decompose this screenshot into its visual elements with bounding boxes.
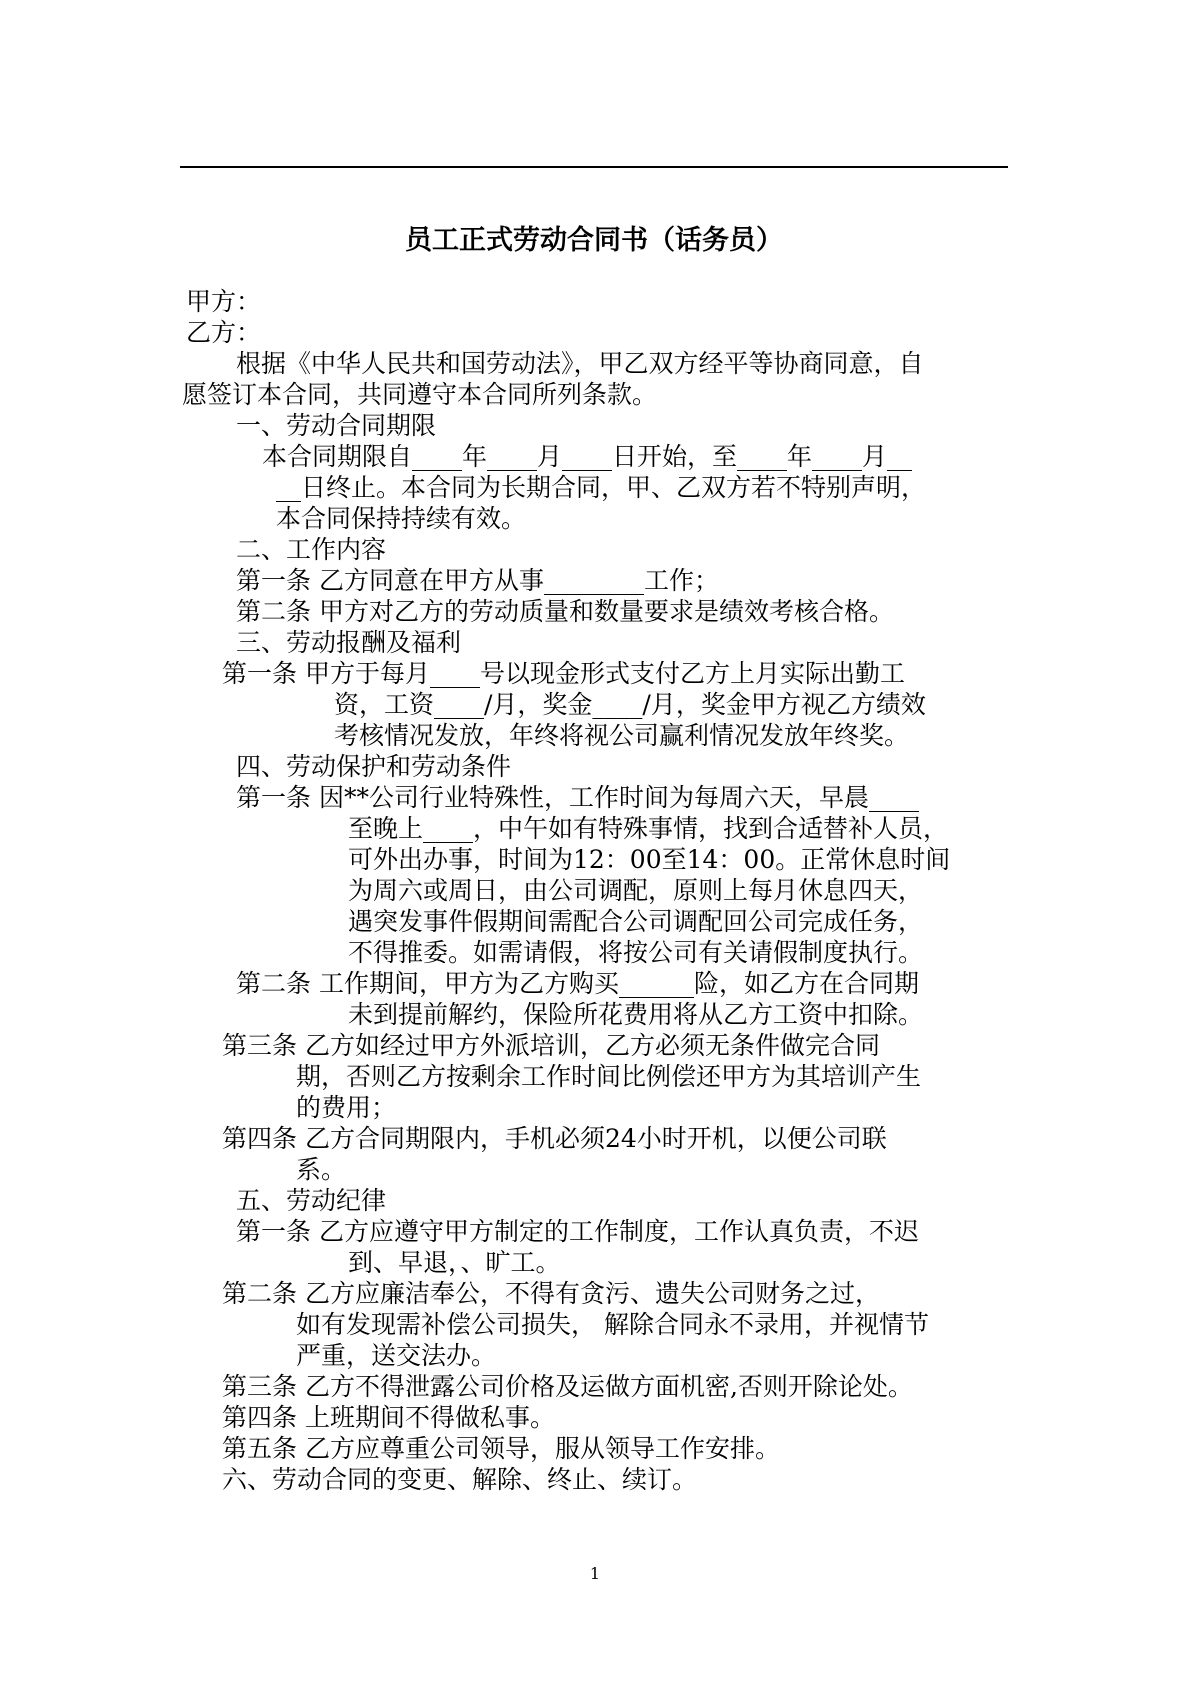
clause-line: 第三条 乙方如经过甲方外派培训，乙方必须无条件做完合同 <box>222 1031 880 1060</box>
clause-line: 资，工资____/月，奖金____/月，奖金甲方视乙方绩效 <box>334 690 926 719</box>
section-heading: 五、劳动纪律 <box>236 1186 387 1215</box>
clause-line: 第二条 乙方应廉洁奉公，不得有贪污、遗失公司财务之过， <box>222 1279 880 1308</box>
clause-line: 遇突发事件假期间需配合公司调配回公司完成任务， <box>348 907 924 936</box>
clause-line: 本合同期限自____年____月____日开始，至____年____月__ <box>262 442 913 471</box>
clause-line: 期，否则乙方按剩余工作时间比例偿还甲方为其培训产生 <box>296 1062 922 1091</box>
clause-line: 未到提前解约，保险所花费用将从乙方工资中扣除。 <box>348 1000 924 1029</box>
section-heading: 四、劳动保护和劳动条件 <box>236 752 512 781</box>
section-heading: 二、工作内容 <box>236 535 387 564</box>
party-b-label: 乙方： <box>186 318 262 347</box>
clause-line: 第四条 乙方合同期限内，手机必须24小时开机，以便公司联 <box>222 1124 887 1153</box>
clause-line: 第一条 甲方于每月____号以现金形式支付乙方上月实际出勤工 <box>222 659 905 688</box>
clause-line: 第一条 乙方同意在甲方从事________工作； <box>236 566 719 595</box>
document-title: 员工正式劳动合同书（话务员） <box>405 225 783 256</box>
preamble-line: 根据《中华人民共和国劳动法》，甲乙双方经平等协商同意，自 <box>236 349 924 378</box>
clause-line: 如有发现需补偿公司损失， 解除合同永不录用，并视情节 <box>296 1310 929 1339</box>
header-rule <box>180 166 1008 168</box>
clause-line: 系。 <box>296 1155 347 1184</box>
clause-line: 考核情况发放，年终将视公司赢利情况发放年终奖。 <box>334 721 910 750</box>
clause-line: 严重，送交法办。 <box>296 1341 497 1370</box>
section-heading: 一、劳动合同期限 <box>236 411 437 440</box>
clause-line: 第三条 乙方不得泄露公司价格及运做方面机密,否则开除论处。 <box>222 1372 913 1401</box>
clause-line: 第一条 乙方应遵守甲方制定的工作制度，工作认真负责，不迟 <box>236 1217 919 1246</box>
clause-line: __日终止。本合同为长期合同，甲、乙双方若不特别声明， <box>276 473 927 502</box>
clause-line: 到、早退，、旷工。 <box>348 1248 561 1277</box>
clause-line: 不得推委。如需请假，将按公司有关请假制度执行。 <box>348 938 924 967</box>
clause-line: 第二条 甲方对乙方的劳动质量和数量要求是绩效考核合格。 <box>236 597 894 626</box>
clause-line: 本合同保持持续有效。 <box>276 504 527 533</box>
clause-line: 的费用； <box>296 1093 397 1122</box>
page-number: 1 <box>589 1564 601 1583</box>
clause-line: 第五条 乙方应尊重公司领导，服从领导工作安排。 <box>222 1434 780 1463</box>
clause-line: 至晚上____，中午如有特殊事情，找到合适替补人员， <box>348 814 949 843</box>
clause-line: 第二条 工作期间，甲方为乙方购买______险，如乙方在合同期 <box>236 969 919 998</box>
clause-line: 第四条 上班期间不得做私事。 <box>222 1403 555 1432</box>
clause-line: 第一条 因**公司行业特殊性，工作时间为每周六天，早晨____ <box>236 783 919 812</box>
section-heading: 六、劳动合同的变更、解除、终止、续订。 <box>222 1465 698 1494</box>
clause-line: 可外出办事，时间为12：00至14：00。正常休息时间 <box>348 845 951 874</box>
party-a-label: 甲方： <box>186 287 262 316</box>
clause-line: 为周六或周日，由公司调配，原则上每月休息四天， <box>348 876 924 905</box>
preamble-line: 愿签订本合同，共同遵守本合同所列条款。 <box>182 380 658 409</box>
section-heading: 三、劳动报酬及福利 <box>236 628 462 657</box>
